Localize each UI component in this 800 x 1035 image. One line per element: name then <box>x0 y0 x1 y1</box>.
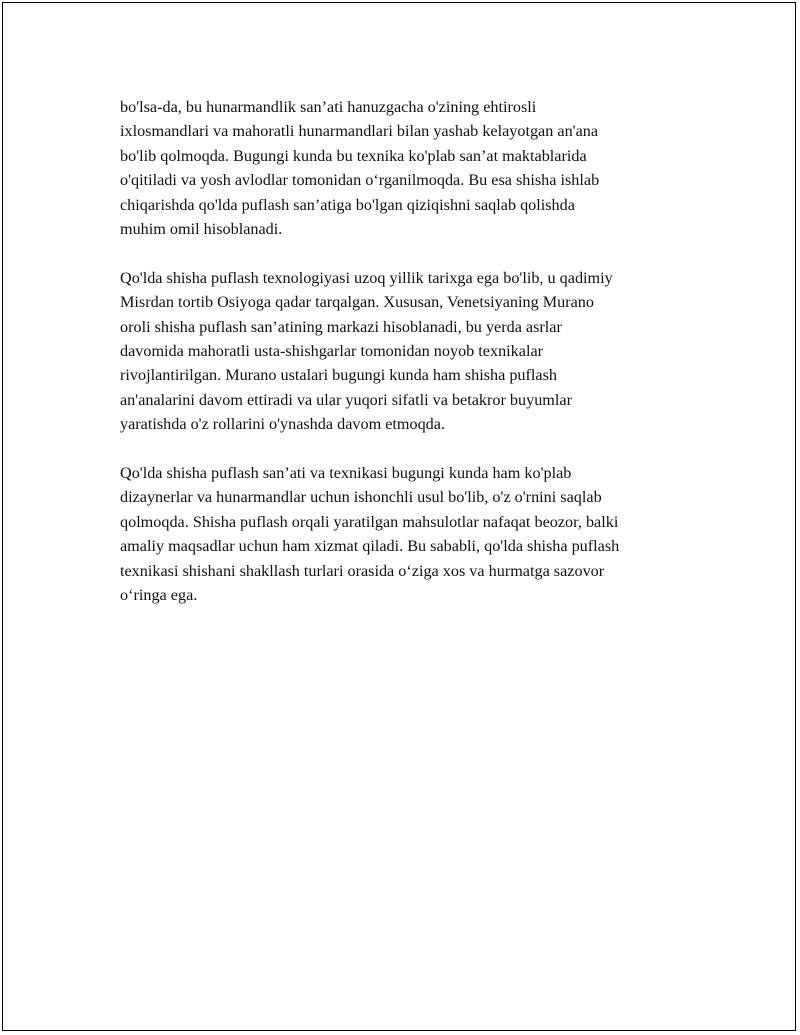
paragraph-3 <box>120 461 700 607</box>
document-page <box>2 2 796 1031</box>
text-line: muhim omil hisoblanadi. <box>120 220 283 239</box>
document-body <box>120 95 700 632</box>
text-line: oroli shisha puflash san’atining markazi hisoblanadi, bu yerda asrlar <box>120 317 562 336</box>
text-line: chiqarishda qo'lda puflash san’atiga bo'lgan qiziqishni saqlab qolishda <box>120 195 575 214</box>
text-line: dizaynerlar va hunarmandlar uchun ishonchli usul bo'lib, o'z o'rnini saqlab <box>120 488 602 507</box>
paragraph-2 <box>120 266 700 437</box>
text-line: bo'lib qolmoqda. Bugungi kunda bu texnika ko'plab san’at maktablarida <box>120 146 587 165</box>
text-line: amaliy maqsadlar uchun ham xizmat qiladi. Bu sababli, qo'lda shisha puflash <box>120 537 620 556</box>
text-line: bo'lsa-da, bu hunarmandlik san’ati hanuzgacha o'zining ehtirosli <box>120 98 537 116</box>
text-line: texnikasi shishani shakllash turlari orasida o‘ziga xos va hurmatga sazovor <box>120 561 605 580</box>
text-line: o'qitiladi va yosh avlodlar tomonidan o‘rganilmoqda. Bu esa shisha ishlab <box>120 171 600 190</box>
text-line: qolmoqda. Shisha puflash orqali yaratilgan mahsulotlar nafaqat beozor, balki <box>120 512 619 531</box>
text-line: o‘ringa ega. <box>120 586 198 605</box>
paragraph-1 <box>120 95 700 241</box>
text-line: Qo'lda shisha puflash san’ati va texnikasi bugungi kunda ham ko'plab <box>120 464 572 483</box>
text-line: ixlosmandlari va mahoratli hunarmandlari bilan yashab kelayotgan an'ana <box>120 122 599 141</box>
text-line: davomida mahoratli usta-shishgarlar tomonidan noyob texnikalar <box>120 342 544 361</box>
text-line: Qo'lda shisha puflash texnologiyasi uzoq yillik tarixga ega bo'lib, u qadimiy <box>120 268 613 287</box>
text-line: yaratishda o'z rollarini o'ynashda davom etmoqda. <box>120 415 445 434</box>
text-line: rivojlantirilgan. Murano ustalari bugungi kunda ham shisha puflash <box>120 366 557 385</box>
text-line: an'analarini davom ettiradi va ular yuqori sifatli va betakror buyumlar <box>120 390 572 409</box>
text-line: Misrdan tortib Osiyoga qadar tarqalgan. Xususan, Venetsiyaning Murano <box>120 293 594 312</box>
